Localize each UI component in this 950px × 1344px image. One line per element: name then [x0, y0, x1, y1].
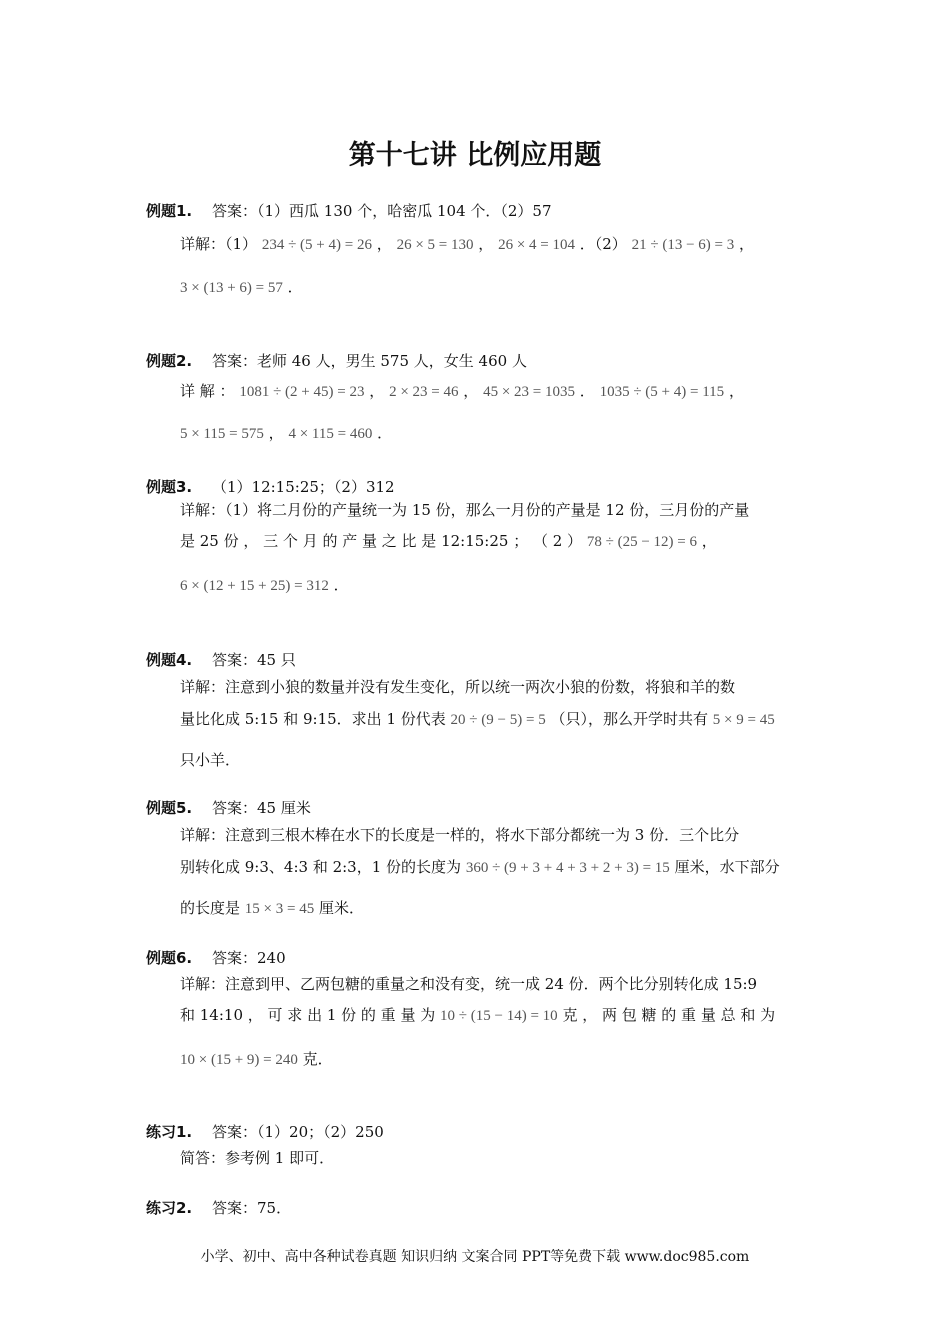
formula: 26 × 4 = 104 — [498, 237, 575, 253]
example-1-detail-line-1 — [180, 234, 754, 255]
formula: 20 ÷ (9 − 5) = 5 — [450, 712, 546, 728]
punct: ， — [728, 382, 744, 400]
example-1-answer: 答案：（1）西瓜 130 个，哈密瓜 104 个．（2）57 — [212, 202, 552, 220]
detail-text: 和 14:10 ， 可 求 出 1 份 的 重 量 为 — [180, 1006, 436, 1024]
example-2-label: 例题2. — [146, 352, 193, 370]
detail-text: 别转化成 9:3、4:3 和 2:3，1 份的长度为 — [180, 858, 462, 876]
punct: ， — [478, 235, 494, 253]
formula: 10 × (15 + 9) = 240 — [180, 1052, 298, 1068]
example-5-detail-line-2 — [180, 857, 780, 878]
example-5-detail-line-1: 详解：注意到三根木棒在水下的长度是一样的，将水下部分都统一为 3 份．三个比分 — [180, 826, 740, 844]
formula: 3 × (13 + 6) = 57 — [180, 280, 283, 296]
example-6-detail-line-3 — [180, 1049, 333, 1070]
example-6-label: 例题6. — [146, 949, 193, 967]
detail-text: 厘米，水下部分 — [674, 858, 780, 876]
punct: ． — [579, 382, 595, 400]
formula: 234 ÷ (5 + 4) = 26 — [261, 237, 372, 253]
formula: 21 ÷ (13 − 6) = 3 — [631, 237, 735, 253]
detail-text: 是 25 份 ， 三 个 月 的 产 量 之 比 是 12:15:25 ； （ 2 ） — [180, 532, 583, 550]
formula: 15 × 3 = 45 — [244, 901, 315, 917]
example-3-detail-line-3 — [180, 575, 349, 596]
example-6-answer: 答案：240 — [212, 949, 286, 967]
example-2-detail-line-1 — [180, 381, 744, 402]
example-2-answer: 答案：老师 46 人，男生 575 人，女生 460 人 — [212, 352, 527, 370]
punct: ． — [287, 278, 303, 296]
example-4-answer: 答案：45 只 — [212, 651, 296, 669]
page-title: 第十七讲 比例应用题 — [348, 140, 602, 171]
formula: 2 × 23 = 46 — [389, 384, 459, 400]
example-4-detail-line-2 — [180, 709, 775, 730]
formula: 26 × 5 = 130 — [396, 237, 474, 253]
formula: 1081 ÷ (2 + 45) = 23 — [239, 384, 365, 400]
example-4-detail-line-3: 只小羊． — [180, 751, 241, 769]
example-6-detail-line-2 — [180, 1005, 775, 1026]
practice-1-answer: 答案：（1）20；（2）250 — [212, 1123, 384, 1141]
example-3-label: 例题3. — [146, 478, 193, 496]
punct: ， — [376, 235, 392, 253]
example-4-detail-line-1: 详解：注意到小狼的数量并没有发生变化，所以统一两次小狼的份数，将狼和羊的数 — [180, 678, 736, 696]
detail-text: 克 ， 两 包 糖 的 重 量 总 和 为 — [562, 1006, 776, 1024]
formula: 78 ÷ (25 − 12) = 6 — [586, 534, 697, 550]
formula: 6 × (12 + 15 + 25) = 312 — [180, 578, 329, 594]
example-3-detail-line-1: 详解：（1）将二月份的产量统一为 15 份，那么一月份的产量是 12 份，三月份的产量 — [180, 501, 750, 519]
punct: ， — [369, 382, 385, 400]
punct: ， — [739, 235, 755, 253]
example-1-label: 例题1. — [146, 202, 193, 220]
example-1-detail-line-2 — [180, 277, 303, 298]
practice-1-detail: 简答：参考例 1 即可． — [180, 1149, 335, 1167]
formula: 5 × 9 = 45 — [712, 712, 775, 728]
punct: ， — [268, 424, 284, 442]
punct: ． — [377, 424, 393, 442]
example-2-detail-line-2 — [180, 423, 392, 444]
detail-text: （只），那么开学时共有 — [550, 710, 708, 728]
formula: 1035 ÷ (5 + 4) = 115 — [599, 384, 725, 400]
punct: ， — [463, 382, 479, 400]
page-footer: 小学、初中、高中各种试卷真题 知识归纳 文案合同 PPT等免费下载 www.doc985.com — [200, 1249, 750, 1265]
formula: 4 × 115 = 460 — [288, 426, 373, 442]
detail-label: 详 解 ： — [180, 382, 235, 400]
practice-2-answer: 答案：75． — [212, 1199, 292, 1217]
detail-text: 量比化成 5:15 和 9:15．求出 1 份代表 — [180, 710, 446, 728]
punct: ．（2） — [579, 235, 627, 253]
detail-text: 的长度是 — [180, 899, 241, 917]
formula: 360 ÷ (9 + 3 + 4 + 3 + 2 + 3) = 15 — [465, 860, 670, 876]
formula: 45 × 23 = 1035 — [483, 384, 575, 400]
example-5-detail-line-3 — [180, 898, 364, 919]
example-3-detail-line-2 — [180, 531, 717, 552]
formula: 5 × 115 = 575 — [180, 426, 264, 442]
example-5-answer: 答案：45 厘米 — [212, 799, 311, 817]
detail-text: 厘米． — [319, 899, 365, 917]
practice-1-label: 练习1. — [146, 1123, 193, 1141]
punct: ． — [333, 576, 349, 594]
example-6-detail-line-1: 详解：注意到甲、乙两包糖的重量之和没有变，统一成 24 份．两个比分别转化成 15:9 — [180, 975, 758, 993]
example-5-label: 例题5. — [146, 799, 193, 817]
practice-2-label: 练习2. — [146, 1199, 193, 1217]
example-3-answer: （1）12:15:25；（2）312 — [212, 478, 395, 496]
punct: ， — [701, 532, 717, 550]
detail-label: 详解：（1） — [180, 235, 258, 253]
example-4-label: 例题4. — [146, 651, 193, 669]
detail-text: 克． — [302, 1050, 333, 1068]
formula: 10 ÷ (15 − 14) = 10 — [440, 1008, 558, 1024]
